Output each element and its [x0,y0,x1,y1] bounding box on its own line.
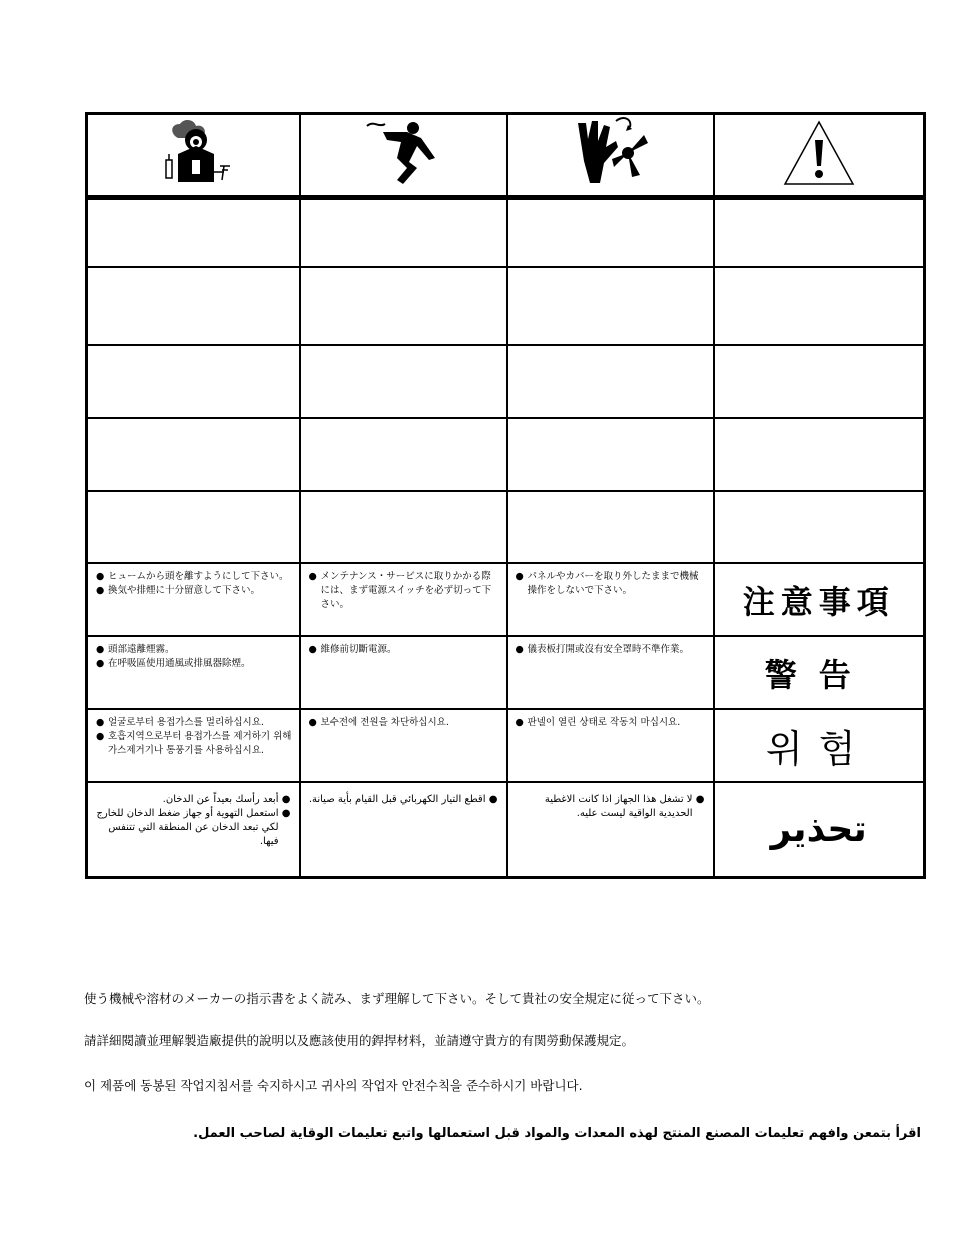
icon-row [87,114,925,198]
arabic-heading: تحذير [770,809,867,850]
korean-fumes-text: ● 얼굴로부터 용접가스를 멀리하십시요. ● 호흡지역으로부터 용접가스를 제거하기 위해 가스제거기나 통풍기를 사용하십시요. [96,717,292,756]
japanese-heading: 注意事項 [742,582,895,621]
warning-triangle-icon [781,118,857,192]
korean-row [87,709,925,782]
chinese-parts-text: ● 儀表板打開或沒有安全罩時不準作業。 [515,644,690,655]
chinese-heading: 警告 [764,655,873,694]
chinese-electric-text: ● 維修前切斷電源。 [308,644,397,655]
japanese-row [87,563,925,636]
blank-row [87,198,925,268]
warning-icon-cell [714,114,925,198]
korean-electric-text: ● 보수전에 전원을 차단하십시요. [308,717,449,728]
japanese-electric-text: ● メンテナンス・サービスに取りかかる際には、まず電源スイッチを必ず切って下さい。 [308,571,492,610]
blank-row [87,267,925,345]
blank-row [87,491,925,563]
arabic-electric-text: ● اقطع التيار الكهربائي قبل القيام بأية صيانة. [308,794,498,805]
safety-warning-table [85,112,926,879]
japanese-fumes-text: ● ヒュームから頭を離すようにして下さい。 ● 換気や排煙に十分留意して下さい。 [96,571,289,596]
footer-korean: 이 제품에 동봉된 작업지침서를 숙지하시고 귀사의 작업자 안전수칙을 준수하시기 바랍니다. [84,1078,583,1093]
arabic-fumes-text: ● أبعد رأسك بعيداً عن الدخان. ● استعمل التهوية أو جهاز ضغط الدخان للخارج لكي تبعد الدخان عن المنطقة التي تتنفس فيها. [96,794,291,847]
blank-row [87,345,925,418]
fumes-icon-cell [87,114,300,198]
electric-shock-icon [363,118,443,192]
korean-heading: 위험 [766,727,872,771]
arabic-row [87,782,925,878]
japanese-parts-text: ● パネルやカバーを取り外したままで機械操作をしないで下さい。 [515,571,699,596]
moving-parts-hand-icon [570,117,650,193]
footer-japanese: 使う機械や溶材のメーカーの指示書をよく読み、まず理解して下さい。そして貴社の安全規定に従って下さい。 [84,991,710,1006]
blank-row [87,418,925,491]
fumes-breathing-icon [148,120,238,190]
footer-arabic: اقرأ بتمعن وافهم تعليمات المصنع المنتج لهذه المعدات والمواد قبل استعمالها واتبع تعليمات الوقاية لصاحب العمل. [193,1126,921,1141]
arabic-parts-text: ● لا تشغل هذا الجهاز اذا كانت الاغطية الحديدية الواقية ليست عليه. [544,794,705,819]
electric-icon-cell [300,114,507,198]
chinese-row [87,636,925,709]
footer-chinese: 請詳細閱讀並理解製造廠提供的說明以及應該使用的銲捍材料，並請遵守貴方的有関勞動保護規定。 [84,1033,635,1048]
korean-parts-text: ● 판넬이 열린 상태로 작동치 마십시요. [515,717,681,728]
parts-icon-cell [507,114,714,198]
chinese-fumes-text: ● 頭部遠離煙霧。 ● 在呼吸區使用通風或排風器除煙。 [96,644,251,669]
